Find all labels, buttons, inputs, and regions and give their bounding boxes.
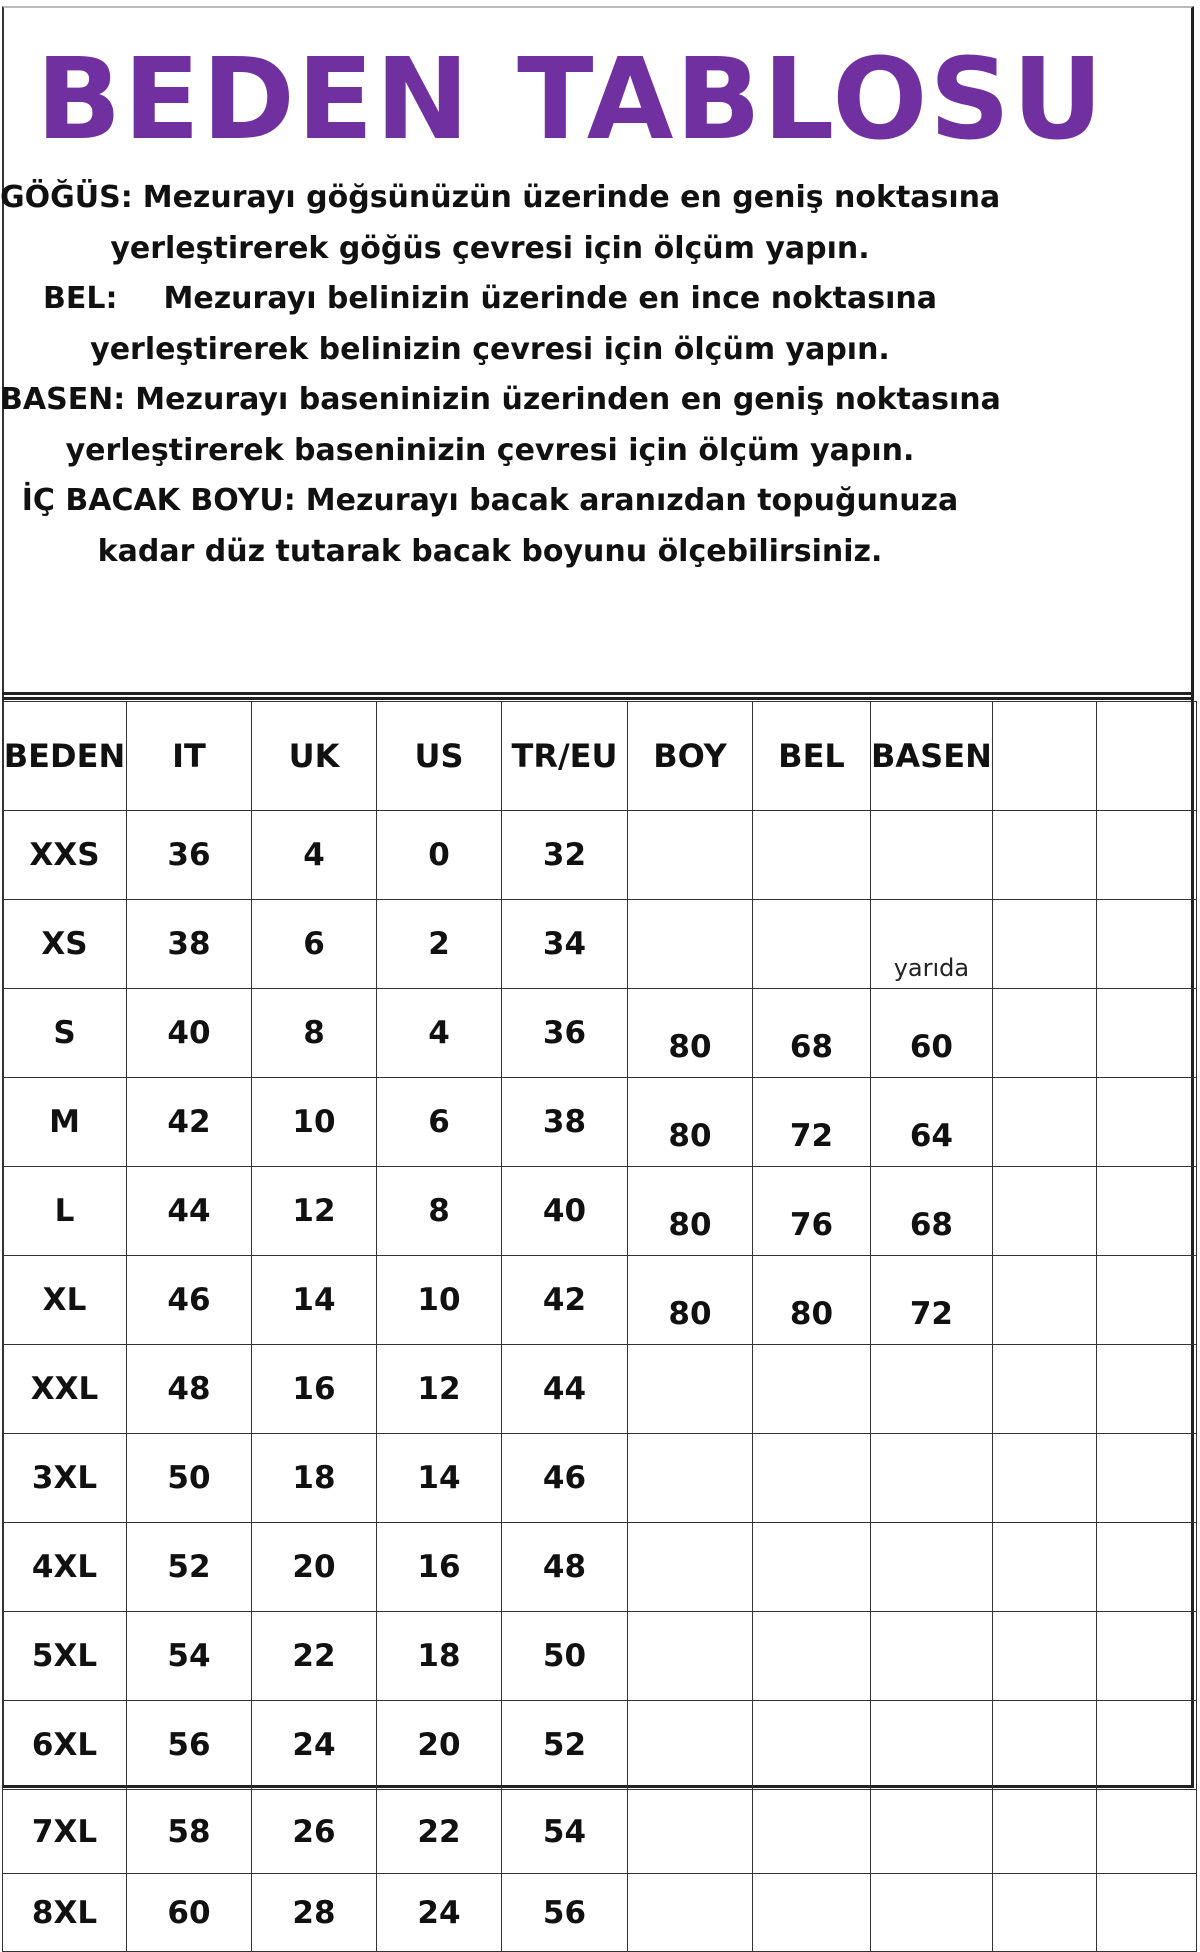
table-row (3, 1345, 1197, 1434)
instruction-ic-bacak-text1: Mezurayı bacak aranızdan topuğunuza (305, 483, 959, 518)
table-cell: 20 (377, 1701, 502, 1790)
table-cell: 50 (502, 1612, 628, 1701)
table-cell: 80 (628, 1256, 753, 1345)
table-cell: 58 (127, 1790, 252, 1874)
size-label-cell: S (3, 989, 127, 1078)
size-label-cell: L (3, 1167, 127, 1256)
size-label-cell: XS (3, 900, 127, 989)
table-cell: 34 (502, 900, 628, 989)
title-word-beden: BEDEN (36, 35, 472, 165)
table-row (3, 900, 1197, 989)
instruction-gogus-text1: Mezurayı göğsünüzün üzerinde en geniş noktasına (142, 180, 1001, 215)
table-cell: 16 (377, 1523, 502, 1612)
table-cell (871, 1345, 993, 1434)
table-cell: 80 (753, 1256, 871, 1345)
table-cell (753, 1701, 871, 1790)
table-cell (628, 1612, 753, 1701)
table-cell: 80 (628, 989, 753, 1078)
size-label-cell: XXS (3, 811, 127, 900)
table-cell (992, 811, 1096, 900)
table-cell (1096, 1167, 1196, 1256)
table-cell: 24 (377, 1874, 502, 1952)
table-cell: 38 (127, 900, 252, 989)
table-cell (753, 1523, 871, 1612)
table-row (3, 1790, 1197, 1874)
table-cell (628, 1345, 753, 1434)
section-divider (2, 692, 1194, 700)
table-row (3, 1874, 1197, 1952)
size-label-cell: 5XL (3, 1612, 127, 1701)
instruction-bel-label: BEL: (43, 281, 118, 316)
table-cell (628, 811, 753, 900)
table-cell (1096, 1790, 1196, 1874)
table-cell: 60 (871, 989, 993, 1078)
instruction-bel-line1 (0, 274, 980, 325)
table-cell (992, 1167, 1096, 1256)
table-header-row (3, 702, 1197, 811)
table-cell (753, 900, 871, 989)
column-header: BEDEN (3, 702, 127, 811)
instruction-basen-line2: yerleştirerek baseninizin çevresi için ölçüm yapın. (65, 432, 915, 468)
table-cell (992, 900, 1096, 989)
table-cell: 28 (252, 1874, 377, 1952)
table-cell: 18 (377, 1612, 502, 1701)
table-cell (1096, 989, 1196, 1078)
table-cell: 72 (753, 1078, 871, 1167)
measurement-instructions (0, 173, 1001, 577)
column-header: US (377, 702, 502, 811)
size-label-cell: XL (3, 1256, 127, 1345)
table-cell (992, 989, 1096, 1078)
table-cell: 4 (377, 989, 502, 1078)
table-cell (871, 1790, 993, 1874)
table-cell: 16 (252, 1345, 377, 1434)
table-cell (992, 1256, 1096, 1345)
table-cell: 48 (127, 1345, 252, 1434)
table-cell (992, 1874, 1096, 1952)
table-row (3, 1167, 1197, 1256)
size-label-cell: 6XL (3, 1701, 127, 1790)
size-label-cell: 4XL (3, 1523, 127, 1612)
table-cell (753, 811, 871, 900)
table-cell (628, 1701, 753, 1790)
size-label-cell: M (3, 1078, 127, 1167)
table-cell: 24 (252, 1701, 377, 1790)
table-cell: 56 (502, 1874, 628, 1952)
table-cell (992, 1790, 1096, 1874)
column-header: IT (127, 702, 252, 811)
table-cell: 6 (377, 1078, 502, 1167)
table-cell (1096, 1434, 1196, 1523)
table-cell (1096, 900, 1196, 989)
table-cell (628, 1790, 753, 1874)
table-cell: 60 (127, 1874, 252, 1952)
table-cell: 22 (252, 1612, 377, 1701)
table-cell: 10 (377, 1256, 502, 1345)
table-cell (1096, 1078, 1196, 1167)
table-cell: 44 (502, 1345, 628, 1434)
instruction-gogus-label: GÖĞÜS: (0, 180, 133, 215)
column-header: BOY (628, 702, 753, 811)
instruction-basen-line1 (0, 375, 1001, 426)
table-cell (992, 1078, 1096, 1167)
table-cell: 8 (252, 989, 377, 1078)
table-cell: 36 (127, 811, 252, 900)
table-cell: 12 (377, 1345, 502, 1434)
column-header: TR/EU (502, 702, 628, 811)
table-cell: 46 (127, 1256, 252, 1345)
table-cell: 48 (502, 1523, 628, 1612)
table-cell (628, 900, 753, 989)
instruction-bel-text1: Mezurayı belinizin üzerinde en ince noktasına (163, 281, 937, 316)
instruction-ic-bacak-line1 (0, 476, 980, 527)
table-cell (628, 1523, 753, 1612)
instruction-basen-label: BASEN: (0, 382, 126, 417)
table-cell: 22 (377, 1790, 502, 1874)
table-row (3, 989, 1197, 1078)
table-cell: 64 (871, 1078, 993, 1167)
column-header: UK (252, 702, 377, 811)
table-cell: 14 (377, 1434, 502, 1523)
table-cell (1096, 1523, 1196, 1612)
table-cell: 40 (502, 1167, 628, 1256)
table-cell: 42 (127, 1078, 252, 1167)
table-cell (992, 1523, 1096, 1612)
instruction-basen-text1: Mezurayı baseninizin üzerinden en geniş noktasına (135, 382, 1001, 417)
table-cell (753, 1612, 871, 1701)
table-cell: 32 (502, 811, 628, 900)
column-header: BASEN (871, 702, 993, 811)
table-cell: 40 (127, 989, 252, 1078)
table-cell (753, 1434, 871, 1523)
table-cell: 80 (628, 1167, 753, 1256)
table-cell: 0 (377, 811, 502, 900)
table-cell (871, 1874, 993, 1952)
table-cell (992, 1345, 1096, 1434)
table-cell (992, 1701, 1096, 1790)
table-cell: 54 (502, 1790, 628, 1874)
table-row (3, 1434, 1197, 1523)
instruction-ic-bacak-label: İÇ BACAK BOYU: (21, 483, 296, 518)
table-row (3, 1701, 1197, 1790)
size-label-cell: 8XL (3, 1874, 127, 1952)
table-cell: 2 (377, 900, 502, 989)
table-cell: 26 (252, 1790, 377, 1874)
table-cell: 38 (502, 1078, 628, 1167)
table-cell: 52 (502, 1701, 628, 1790)
instruction-gogus-line1 (0, 173, 1001, 224)
table-cell: 10 (252, 1078, 377, 1167)
column-header (1096, 702, 1196, 811)
table-cell: 8 (377, 1167, 502, 1256)
table-cell: 56 (127, 1701, 252, 1790)
table-row (3, 1256, 1197, 1345)
table-cell: 20 (252, 1523, 377, 1612)
table-cell: 80 (628, 1078, 753, 1167)
title-word-tablosu: TABLOSU (517, 35, 1106, 165)
instruction-bel-line2: yerleştirerek belinizin çevresi için ölçüm yapın. (90, 331, 890, 367)
table-cell (871, 900, 993, 989)
table-row (3, 1078, 1197, 1167)
table-cell (753, 1874, 871, 1952)
table-cell (628, 1434, 753, 1523)
size-label-cell: XXL (3, 1345, 127, 1434)
table-cell (992, 1434, 1096, 1523)
table-row (3, 1612, 1197, 1701)
column-header (992, 702, 1096, 811)
table-row (3, 811, 1197, 900)
instruction-ic-bacak-line2: kadar düz tutarak bacak boyunu ölçebilirsiniz. (97, 533, 883, 569)
column-header: BEL (753, 702, 871, 811)
table-cell: 14 (252, 1256, 377, 1345)
table-cell (871, 1701, 993, 1790)
table-cell: 76 (753, 1167, 871, 1256)
table-cell (871, 1523, 993, 1612)
table-cell (1096, 1701, 1196, 1790)
table-cell (871, 1612, 993, 1701)
table-cell (1096, 1874, 1196, 1952)
table-cell: 52 (127, 1523, 252, 1612)
table-cell (628, 1874, 753, 1952)
table-cell (1096, 1256, 1196, 1345)
table-cell (753, 1345, 871, 1434)
table-cell (871, 811, 993, 900)
table-cell: 68 (753, 989, 871, 1078)
size-label-cell: 7XL (3, 1790, 127, 1874)
table-cell: 50 (127, 1434, 252, 1523)
table-cell (871, 1434, 993, 1523)
table-cell: 18 (252, 1434, 377, 1523)
table-cell: 36 (502, 989, 628, 1078)
basen-half-note: yarıda (893, 954, 970, 982)
table-cell (992, 1612, 1096, 1701)
table-cell (1096, 1612, 1196, 1701)
table-cell: 72 (871, 1256, 993, 1345)
table-cell: 12 (252, 1167, 377, 1256)
instruction-gogus-line2: yerleştirerek göğüs çevresi için ölçüm yapın. (110, 230, 870, 266)
size-table (2, 701, 1197, 1952)
table-cell (1096, 811, 1196, 900)
table-cell (753, 1790, 871, 1874)
table-cell: 4 (252, 811, 377, 900)
table-cell: 46 (502, 1434, 628, 1523)
table-cell: 42 (502, 1256, 628, 1345)
page-title (36, 30, 1105, 170)
table-cell (1096, 1345, 1196, 1434)
table-cell: 6 (252, 900, 377, 989)
table-row (3, 1523, 1197, 1612)
table-cell: 44 (127, 1167, 252, 1256)
size-label-cell: 3XL (3, 1434, 127, 1523)
table-cell: 68 (871, 1167, 993, 1256)
table-cell: 54 (127, 1612, 252, 1701)
